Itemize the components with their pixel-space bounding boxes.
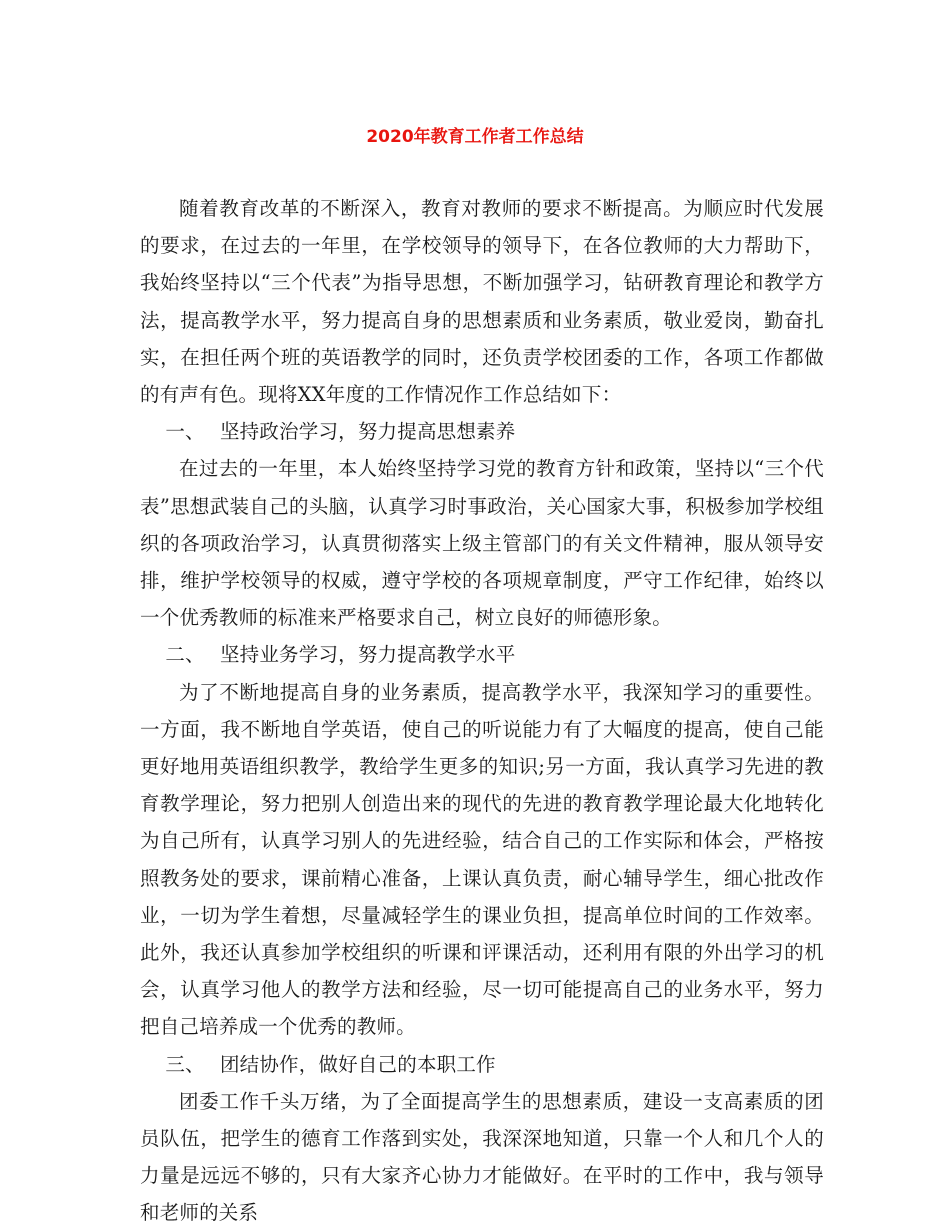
section-heading-text: 坚持业务学习，努力提高教学水平 [219, 643, 516, 667]
intro-paragraph: 随着教育改革的不断深入，教育对教师的要求不断提高。为顺应时代发展的要求，在过去的一年里，在学校领导的领导下，在各位教师的大力帮助下，我始终坚持以“三个代表”为指导思想，不断加强学习，钻研教育理论和教学方法，提高教学水平，努力提高自身的思想素质和业务素质，敬业爱岗，勤奋扎实，在担任两个班的英语教学的同时，还负责学校团委的工作，各项工作都做的有声有色。现将XX年度的工作情况作工作总结如下： [140, 197, 824, 407]
section-number: 二、 [165, 643, 205, 667]
section-heading-2 [140, 636, 824, 673]
section-heading-3 [140, 1046, 824, 1083]
section-number: 三、 [165, 1052, 205, 1076]
document-body [140, 190, 824, 1232]
section-number: 一、 [165, 420, 205, 444]
section-heading-text: 坚持政治学习，努力提高思想素养 [219, 420, 516, 444]
section-heading-text: 团结协作，做好自己的本职工作 [219, 1052, 496, 1076]
document-title: 2020年教育工作者工作总结 [366, 127, 584, 147]
section-heading-1 [140, 413, 824, 450]
section-paragraph-3: 团委工作千头万绪，为了全面提高学生的思想素质，建设一支高素质的团员队伍，把学生的德育工作落到实处，我深深地知道，只靠一个人和几个人的力量是远远不够的，只有大家齐心协力才能做好。在平时的工作中，我与领导和老师的关系 [140, 1089, 824, 1225]
section-paragraph-1: 在过去的一年里，本人始终坚持学习党的教育方针和政策，坚持以“三个代表”思想武装自己的头脑，认真学习时事政治，关心国家大事，积极参加学校组织的各项政治学习，认真贯彻落实上级主管部门的有关文件精神，服从领导安排，维护学校领导的权威，遵守学校的各项规章制度，严守工作纪律，始终以一个优秀教师的标准来严格要求自己，树立良好的师德形象。 [140, 457, 824, 630]
section-paragraph-2: 为了不断地提高自身的业务素质，提高教学水平，我深知学习的重要性。一方面，我不断地自学英语，使自己的听说能力有了大幅度的提高，使自己能更好地用英语组织教学，教给学生更多的知识;另一方面，我认真学习先进的教育教学理论，努力把别人创造出来的现代的先进的教育教学理论最大化地转化为自己所有，认真学习别人的先进经验，结合自己的工作实际和体会，严格按照教务处的要求，课前精心准备，上课认真负责，耐心辅导学生，细心批改作业，一切为学生着想，尽量减轻学生的课业负担，提高单位时间的工作效率。此外，我还认真参加学校组织的听课和评课活动，还利用有限的外出学习的机会，认真学习他人的教学方法和经验，尽一切可能提高自己的业务水平，努力把自己培养成一个优秀的教师。 [140, 680, 824, 1039]
